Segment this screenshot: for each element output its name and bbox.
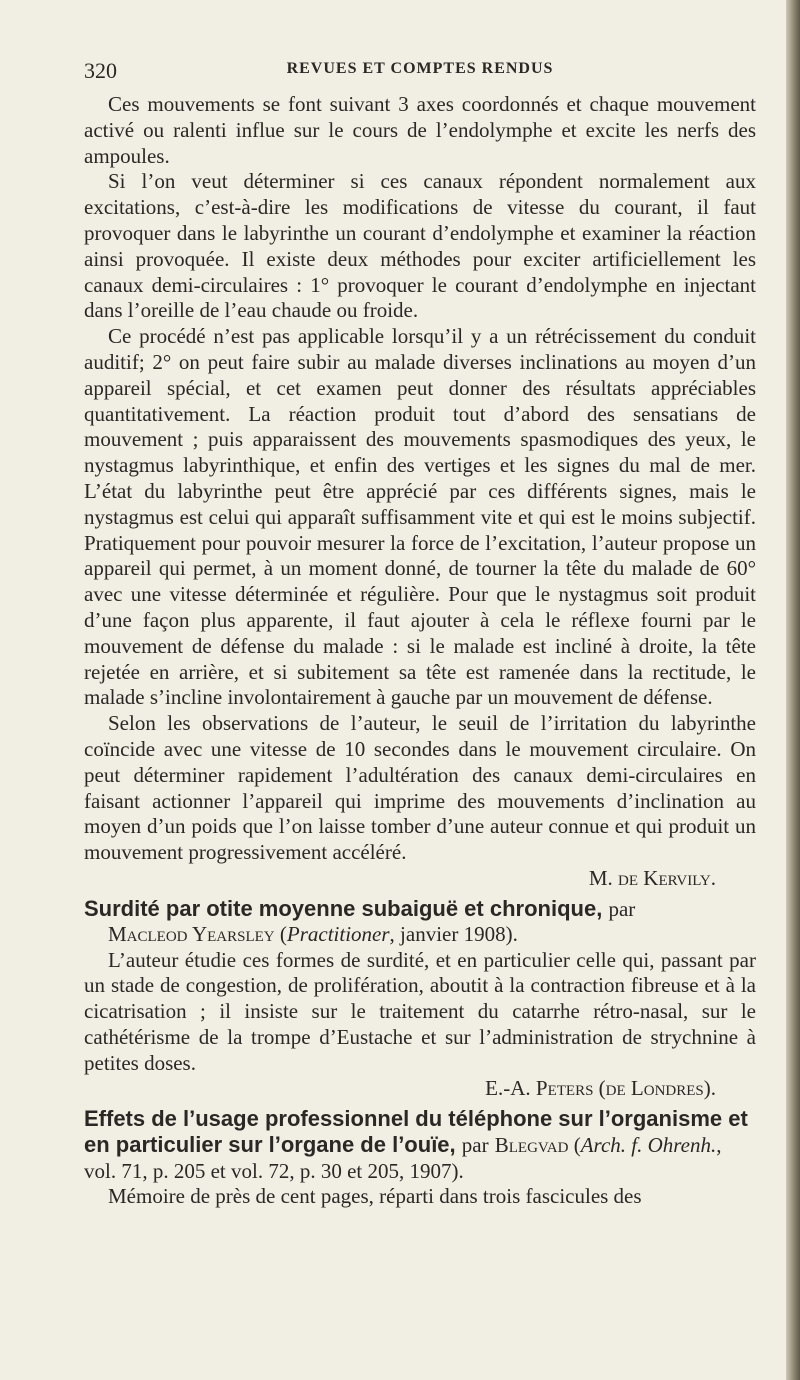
section-citation (84, 922, 756, 948)
paragraph: Ces mouvements se font suivant 3 axes coordonnés et chaque mouvement activé ou ralenti influe sur le cours de l’endolymphe et excite les nerfs des ampoules. (84, 92, 756, 168)
journal-name: Arch. f. Ohrenh. (580, 1133, 717, 1158)
author-name: Blegvad (494, 1133, 569, 1158)
section-title: Effets de l’usage professionnel du téléphone sur l’organisme et en particulier sur l’organe de l’ouïe, (84, 1106, 748, 1158)
page-number: 320 (84, 58, 117, 83)
journal-name: Practitioner (286, 921, 390, 946)
running-head: REVUES ET COMPTES RENDUS (286, 60, 554, 77)
citation-date: , janvier 1908). (389, 921, 518, 946)
paragraph: Selon les observations de l’auteur, le seuil de l’irritation du labyrinthe coïncide avec une vitesse de 10 secondes dans le mouvement circulaire. On peut déterminer rapidement l’adultération des canaux demi-circulaires en faisant actionner l’appareil qui imprime des mouvements d’inclination au moyen d’un poids que l’on laisse tomber d’une auteur connue et qui produit un mouvement progressivement accéléré. (84, 711, 756, 865)
paragraph: Ce procédé n’est pas applicable lorsqu’il y a un rétrécissement du conduit auditif; 2° on peut faire subir au malade diverses inclinations au moyen d’un appareil spécial, et cet examen peut donner des résultats appréciables quantitativement. La réaction produit tout d’abord des sensatians de mouvement ; puis apparaissent des mouvements spasmodiques des yeux, le nystagmus labyrinthique, et enfin des vertiges et les signes du mal de mer. L’état du labyrinthe peut être apprécié par ces différents signes, mais le nystagmus est celui qui apparaît suffisamment vite et qui est le moins subjectif. Pratiquement pour pouvoir mesurer la force de l’excitation, l’auteur propose un appareil qui permet, à un moment donné, de tourner la tête du malade de 60° avec une vitesse déterminée et régulière. Pour que le nystagmus soit produit d’une façon plus apparente, il faut ajouter à cela le réflexe fourni par le mouvement de défense du malade : si le malade est incliné à droite, la tête rejetée en arrière, et si subitement sa tête est ramenée dans la rectitude, le malade s’incline involontairement à gauche par un mouvement de défense. (84, 324, 756, 710)
section-heading (84, 1106, 756, 1184)
source-open: ( (274, 921, 287, 946)
source-open: ( (568, 1133, 581, 1158)
citation-refs: , vol. 71, p. 205 et vol. 72, p. 30 et 205, 1907). (84, 1133, 722, 1184)
section-title-tail: par (608, 896, 636, 921)
paragraph: Si l’on veut déterminer si ces canaux répondent normalement aux excitations, c’est-à-dire les modifications de vitesse du courant, il faut provoquer dans le labyrinthe un courant d’endolymphe et examiner la réaction ainsi provoquée. Il existe deux méthodes pour exciter artificiellement les canaux demi-circulaires : 1° provoquer le courant d’endolymphe en injectant dans l’oreille de l’eau chaude ou froide. (84, 169, 756, 323)
article-body (84, 92, 756, 1210)
section-heading (84, 896, 756, 922)
review-signature: E.-A. Peters (de Londres). (485, 1076, 716, 1101)
review-signature: M. de Kervily. (588, 865, 716, 890)
author-name: Macleod Yearsley (108, 921, 275, 946)
paragraph: L’auteur étudie ces formes de surdité, et en particulier celle qui, passant par un stade de congestion, de prolifération, aboutit à la contraction fibreuse et à la cicatrisation ; il insiste sur le traitement du catarrhe rétro-nasal, sur le cathétérisme de la trompe d’Eustache et sur l’administration de strychnine à petites doses. (84, 947, 756, 1075)
section-title-tail: par (461, 1133, 489, 1158)
paragraph: Mémoire de près de cent pages, réparti dans trois fascicules des (108, 1184, 642, 1209)
page-header (84, 52, 756, 84)
section-title: Surdité par otite moyenne subaiguë et chronique, (84, 895, 603, 921)
page-edge-shadow (786, 0, 800, 1380)
